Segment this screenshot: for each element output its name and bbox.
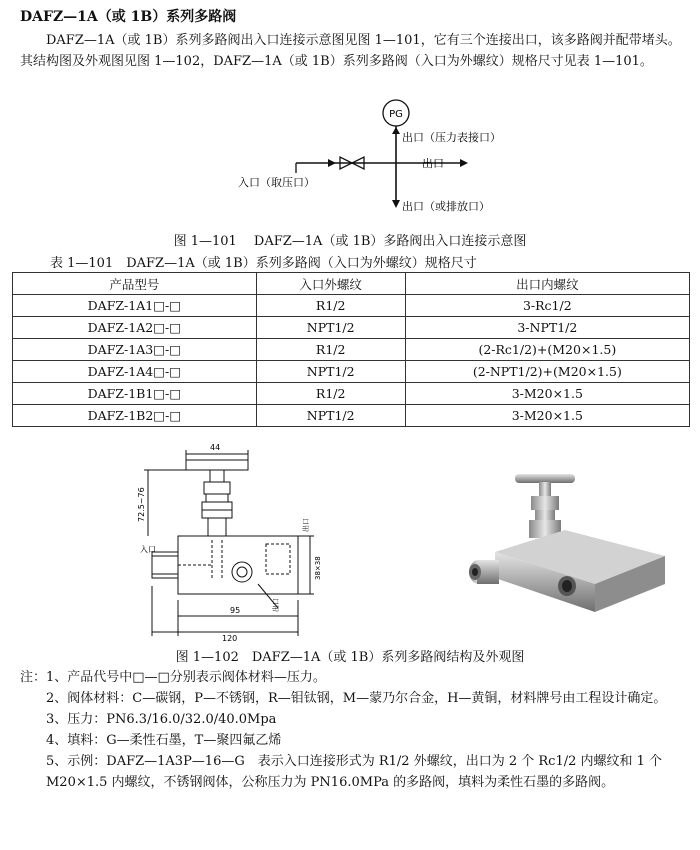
- structure-drawing: [138, 440, 348, 642]
- table-row: [13, 405, 690, 427]
- cell-outlet: 3-M20×1.5: [405, 383, 689, 405]
- cell-inlet: R1/2: [256, 383, 405, 405]
- dim-44: 44: [210, 443, 221, 452]
- cell-model: DAFZ-1B1□-□: [13, 383, 257, 405]
- cell-model: DAFZ-1A4□-□: [13, 361, 257, 383]
- cell-inlet: NPT1/2: [256, 405, 405, 427]
- cell-model: DAFZ-1A1□-□: [13, 295, 257, 317]
- note-4: 4、填料：G—柔性石墨，T—聚四氟乙烯: [46, 733, 282, 748]
- dim-95: 95: [230, 606, 241, 615]
- section-heading: DAFZ—1A（或 1B）系列多路阀: [20, 9, 237, 25]
- cell-inlet: NPT1/2: [256, 317, 405, 339]
- figure-102-caption: 图 1—102 DAFZ—1A（或 1B）系列多路阀结构及外观图: [175, 650, 525, 665]
- intro-paragraph: DAFZ—1A（或 1B）系列多路阀出入口连接示意图见图 1—101，它有三个连接出口，该多路阀并配带堵头。其结构图及外观图见图 1—102，DAFZ—1A（或 1B）系列多路阀（入口为外螺纹）规格尺寸见表 1—101。: [20, 33, 681, 69]
- pg-label: PG: [389, 109, 403, 120]
- table-row: [13, 383, 690, 405]
- cell-model: DAFZ-1A3□-□: [13, 339, 257, 361]
- inlet-label: 入口（取压口）: [238, 176, 315, 189]
- header-inlet-thread: 入口外螺纹: [256, 273, 405, 295]
- label-outlet-a: 出口: [302, 518, 310, 532]
- cell-outlet: 3-Rc1/2: [405, 295, 689, 317]
- cell-outlet: (2-Rc1/2)+(M20×1.5): [405, 339, 689, 361]
- spec-table: [12, 272, 690, 427]
- cell-outlet: 3-NPT1/2: [405, 317, 689, 339]
- dim-38: 38×38: [314, 556, 322, 580]
- label-inlet: 入口: [140, 545, 156, 554]
- outlet-top-label: 出口（压力表接口）: [402, 131, 501, 144]
- cell-inlet: NPT1/2: [256, 361, 405, 383]
- label-outlet-b: 出口: [272, 598, 280, 612]
- figure-101-caption: 图 1—101 DAFZ—1A（或 1B）多路阀出入口连接示意图: [173, 234, 527, 249]
- table-header-row: [13, 273, 690, 295]
- header-model: 产品型号: [13, 273, 257, 295]
- header-outlet-thread: 出口内螺纹: [405, 273, 689, 295]
- cell-model: DAFZ-1B2□-□: [13, 405, 257, 427]
- dim-120: 120: [222, 634, 238, 643]
- cell-outlet: (2-NPT1/2)+(M20×1.5): [405, 361, 689, 383]
- outlet-bottom-label: 出口（或排放口）: [402, 200, 490, 213]
- note-2: 2、阀体材料：C—碳钢，P—不锈钢，R—钼钛钢，M—蒙乃尔合金，H—黄铜，材料牌号由工程设计确定。: [46, 691, 667, 706]
- cell-outlet: 3-M20×1.5: [405, 405, 689, 427]
- table-row: [13, 295, 690, 317]
- table-row: [13, 317, 690, 339]
- table-row: [13, 361, 690, 383]
- note-3: 3、压力：PN6.3/16.0/32.0/40.0Mpa: [46, 712, 277, 727]
- notes-block: [20, 667, 682, 793]
- table-row: [13, 339, 690, 361]
- cell-inlet: R1/2: [256, 339, 405, 361]
- outlet-mid-label: 出口: [422, 157, 444, 170]
- cell-model: DAFZ-1A2□-□: [13, 317, 257, 339]
- cell-inlet: R1/2: [256, 295, 405, 317]
- valve-photo: [455, 460, 685, 620]
- connection-schematic: [236, 96, 536, 224]
- note-5: 5、示例：DAFZ—1A3P—16—G 表示入口连接形式为 R1/2 外螺纹，出口为 2 个 Rc1/2 内螺纹和 1 个 M20×1.5 内螺纹，不锈钢阀体，公称压力为 PN16.0MPa 的多路阀，填料为柔性石墨的多路阀。: [46, 754, 663, 790]
- dim-72: 72.5~76: [137, 487, 146, 522]
- note-1: 注：1、产品代号中□—□分别表示阀体材料—压力。: [20, 670, 326, 685]
- table-101-caption: 表 1—101 DAFZ—1A（或 1B）系列多路阀（入口为外螺纹）规格尺寸: [50, 256, 477, 271]
